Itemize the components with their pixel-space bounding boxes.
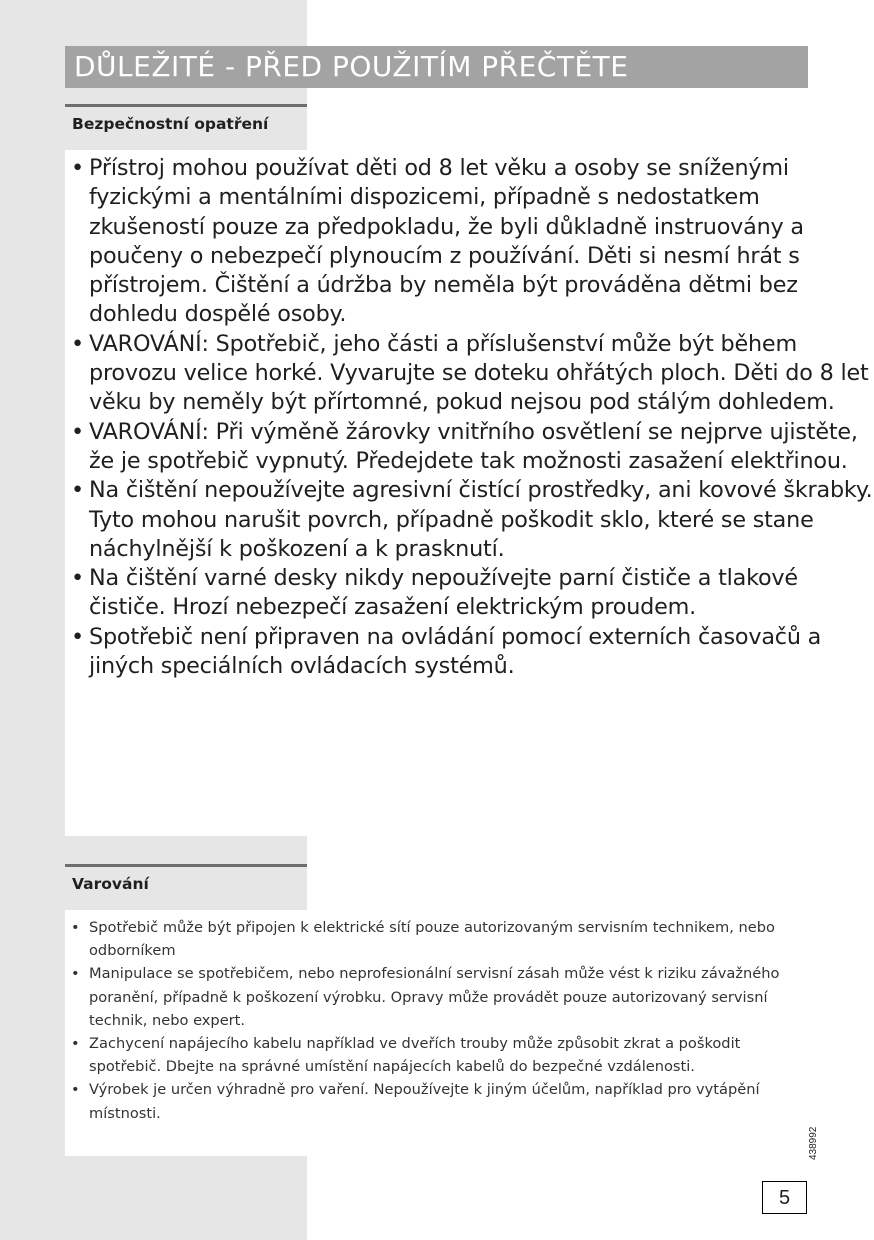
list-item: • Přístroj mohou používat děti od 8 let věku a osoby se sníženými fyzickými a mentálními dispozicemi, případně s nedostatkem zkušeností pouze za předpokladu, že byli důkladně instruovány a poučeny o nebezpečí plynoucím z používání. Děti si nesmí hrát s přístrojem. Čištění a údržba by neměla být prováděna dětmi bez dohledu dospělé osoby. <box>65 154 874 330</box>
warning-list <box>65 916 808 1125</box>
document-number: 438992 <box>808 1126 819 1160</box>
section-heading-warning: Varování <box>65 864 307 910</box>
list-item: • Na čištění varné desky nikdy nepoužívejte parní čističe a tlakové čističe. Hrozí nebezpečí zasažení elektrickým proudem. <box>65 564 874 623</box>
list-item: • Výrobek je určen výhradně pro vaření. Nepoužívejte k jiným účelům, například pro vytápění místnosti. <box>65 1078 808 1124</box>
list-item: • Zachycení napájecího kabelu například ve dveřích trouby může způsobit zkrat a poškodit spotřebič. Dbejte na správné umístění napájecích kabelů do bezpečné vzdálenosti. <box>65 1032 808 1078</box>
list-item: • VAROVÁNÍ: Při výměně žárovky vnitřního osvětlení se nejprve ujistěte, že je spotřebič vypnutý. Předejdete tak možnosti zasažení elektřinou. <box>65 418 874 477</box>
list-item: • Na čištění nepoužívejte agresivní čistící prostředky, ani kovové škrabky. Tyto mohou narušit povrch, případně poškodit sklo, které se stane náchylnější k poškození a k prasknutí. <box>65 476 874 564</box>
page-number: 5 <box>762 1181 807 1214</box>
list-item: • Spotřebič není připraven na ovládání pomocí externích časovačů a jiných speciálních ovládacích systémů. <box>65 623 874 682</box>
list-item: • VAROVÁNÍ: Spotřebič, jeho části a příslušenství může být během provozu velice horké. Vyvarujte se doteku ohřátých ploch. Děti do 8 let věku by neměly být přírtomné, pokud nejsou pod stálým dohledem. <box>65 330 874 418</box>
warning-block <box>65 910 808 1156</box>
section-heading-safety: Bezpečnostní opatření <box>65 104 307 150</box>
page-title: DŮLEŽITÉ - PŘED POUŽITÍM PŘEČTĚTE <box>65 46 808 88</box>
safety-list <box>65 154 874 681</box>
safety-block <box>65 150 874 836</box>
list-item: • Spotřebič může být připojen k elektrické sítí pouze autorizovaným servisním technikem, nebo odborníkem <box>65 916 808 962</box>
list-item: • Manipulace se spotřebičem, nebo neprofesionální servisní zásah může vést k riziku závažného poranění, případně k poškození výrobku. Opravy může provádět pouze autorizovaný servisní technik, nebo expert. <box>65 962 808 1032</box>
